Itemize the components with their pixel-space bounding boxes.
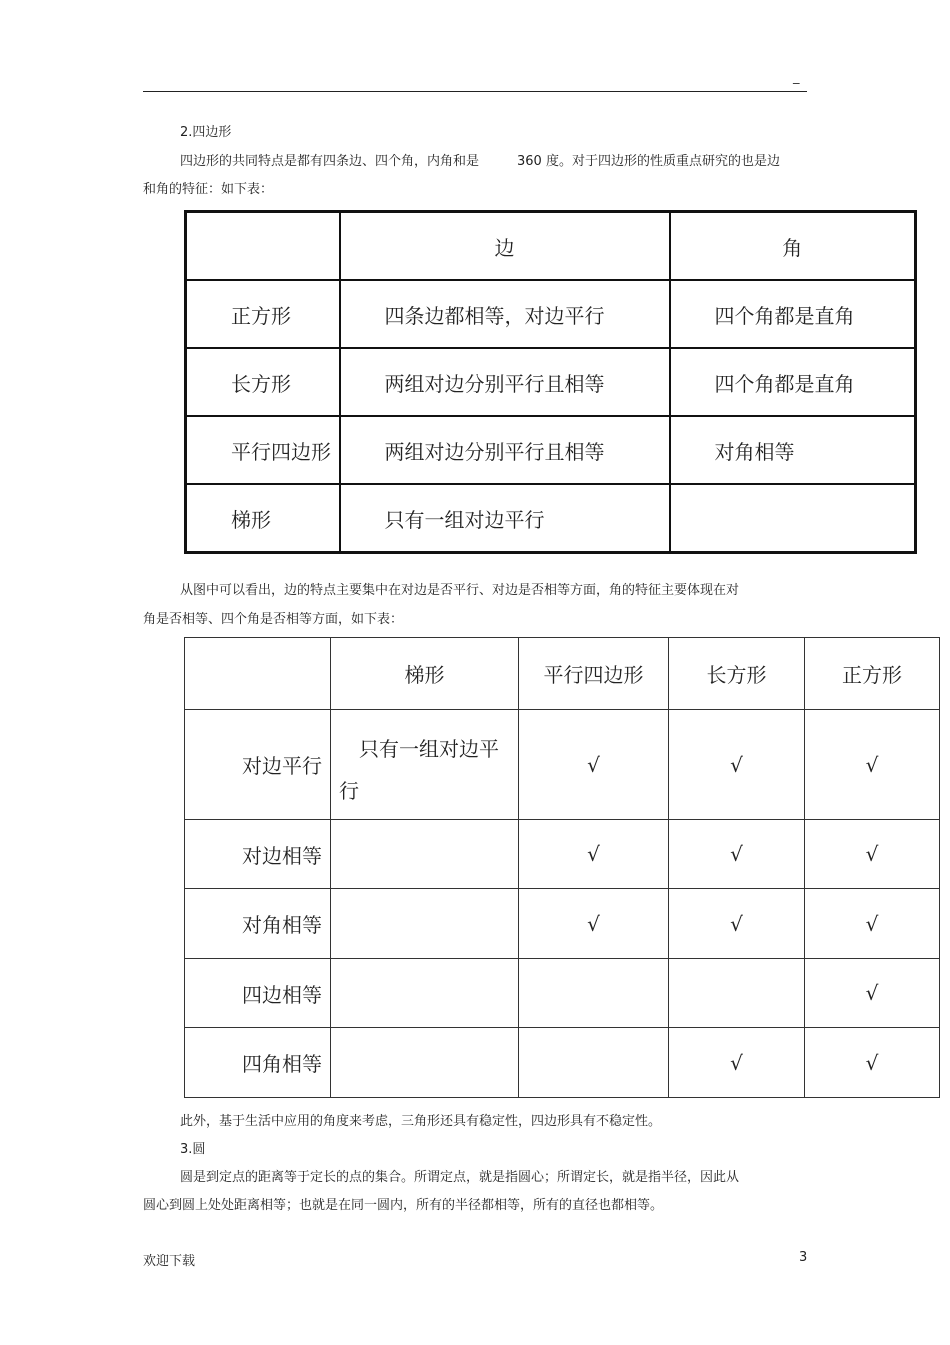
table-header-row	[186, 212, 916, 281]
table-cell	[331, 959, 519, 1028]
table-cell: 平行四边形	[186, 416, 340, 484]
table-row	[186, 348, 916, 416]
table-header-cell: 长方形	[669, 638, 805, 710]
table-cell: 梯形	[186, 484, 340, 553]
header-mark: _	[793, 70, 800, 85]
footer-text: 欢迎下载	[143, 1254, 196, 1269]
check-mark: √	[805, 889, 940, 959]
table-cell	[331, 1028, 519, 1098]
table-cell: 两组对边分别平行且相等	[340, 348, 670, 416]
table-cell	[331, 820, 519, 889]
check-mark: √	[805, 820, 940, 889]
table-row	[186, 416, 916, 484]
table-cell: 长方形	[186, 348, 340, 416]
table-cell: 两组对边分别平行且相等	[340, 416, 670, 484]
table-cell: 四边相等	[185, 959, 331, 1028]
table-cell	[331, 889, 519, 959]
table-row	[185, 959, 940, 1028]
table-header-cell: 梯形	[331, 638, 519, 710]
table-header-row	[185, 638, 940, 710]
table-cell: 对边相等	[185, 820, 331, 889]
check-mark: √	[669, 820, 805, 889]
after-line1: 此外，基于生活中应用的角度来考虑，三角形还具有稳定性，四边形具有不稳定性。	[180, 1114, 662, 1129]
table-cell	[185, 638, 331, 710]
table-row	[185, 1028, 940, 1098]
check-mark	[519, 1028, 669, 1098]
table-cell: 四条边都相等，对边平行	[340, 280, 670, 348]
header-rule	[143, 91, 807, 92]
table-cell: 对角相等	[670, 416, 916, 484]
section2-heading: 2.四边形	[180, 125, 232, 140]
section2-para-line2: 和角的特征：如下表：	[143, 182, 274, 197]
check-mark: √	[669, 889, 805, 959]
section2-para-line1a: 四边形的共同特点是都有四条边、四个角，内角和是	[180, 154, 480, 169]
check-mark: √	[805, 710, 940, 820]
page-number: 3	[799, 1250, 808, 1265]
table-row	[185, 820, 940, 889]
table-cell	[186, 212, 340, 281]
table-header-cell: 平行四边形	[519, 638, 669, 710]
check-mark: √	[805, 959, 940, 1028]
table-row	[185, 710, 940, 820]
check-mark: √	[805, 1028, 940, 1098]
table-cell: 四角相等	[185, 1028, 331, 1098]
section3-heading: 3.圆	[180, 1142, 206, 1157]
check-mark: √	[519, 889, 669, 959]
check-mark	[519, 959, 669, 1028]
check-mark: √	[519, 820, 669, 889]
table-header-cell: 边	[340, 212, 670, 281]
check-mark	[669, 959, 805, 1028]
cell-text-line: 行	[339, 779, 359, 803]
table-row	[186, 280, 916, 348]
section2-para-line1b: 360 度。对于四边形的性质重点研究的也是边	[517, 154, 780, 169]
table-cell: 四个角都是直角	[670, 348, 916, 416]
table-cell: 四个角都是直角	[670, 280, 916, 348]
table-header-cell: 正方形	[805, 638, 940, 710]
table-cell: 正方形	[186, 280, 340, 348]
section3-line2: 圆心到圆上处处距离相等；也就是在同一圆内，所有的半径都相等，所有的直径也都相等。	[143, 1198, 664, 1213]
quadrilateral-properties-table	[184, 637, 940, 1098]
check-mark: √	[519, 710, 669, 820]
table-cell: 只有一组对边平行	[340, 484, 670, 553]
table-row	[186, 484, 916, 553]
check-mark: √	[669, 1028, 805, 1098]
table-cell: 对边平行	[185, 710, 331, 820]
table-cell	[670, 484, 916, 553]
table-header-cell: 角	[670, 212, 916, 281]
quadrilateral-sides-angles-table	[184, 210, 917, 554]
middle-line2: 角是否相等、四个角是否相等方面，如下表：	[143, 612, 404, 627]
cell-text-line: 只有一组对边平	[359, 737, 499, 761]
table-cell	[331, 710, 519, 820]
check-mark: √	[669, 710, 805, 820]
table-cell: 对角相等	[185, 889, 331, 959]
middle-line1: 从图中可以看出，边的特点主要集中在对边是否平行、对边是否相等方面，角的特征主要体现在对	[180, 583, 740, 598]
table-row	[185, 889, 940, 959]
section3-line1: 圆是到定点的距离等于定长的点的集合。所谓定点，就是指圆心；所谓定长，就是指半径，因此从	[180, 1170, 740, 1185]
